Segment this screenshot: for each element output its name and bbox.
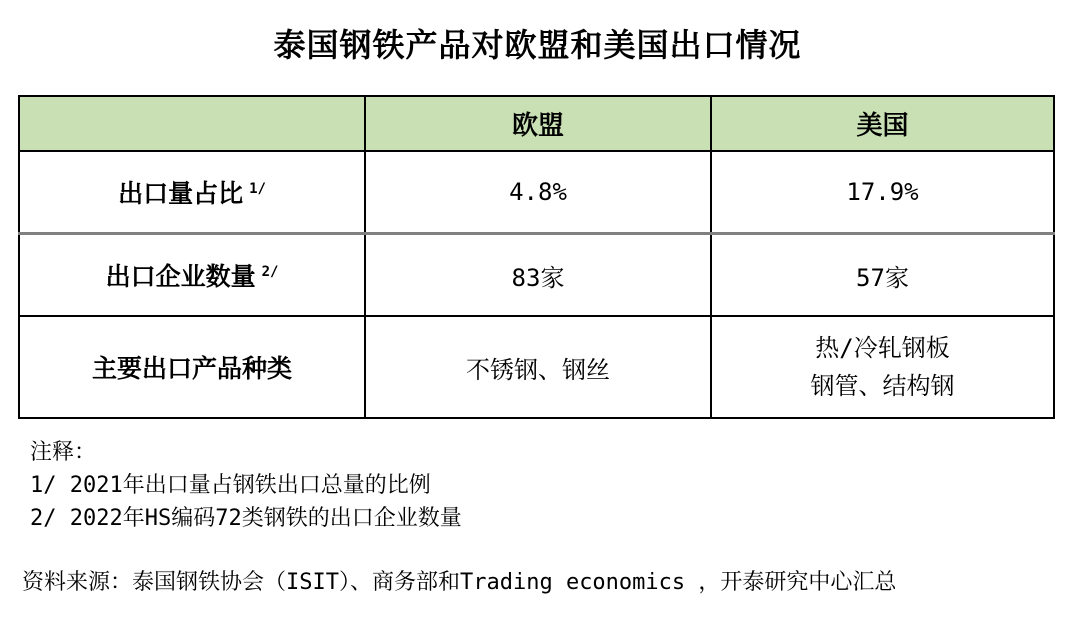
cell-main-products-us-line1: 热/冷轧钢板 bbox=[815, 334, 950, 362]
export-table bbox=[18, 95, 1055, 419]
row-label-text: 出口量占比 bbox=[118, 179, 244, 208]
table-row-exporter-count bbox=[19, 234, 1054, 317]
cell-main-products-eu: 不锈钢、钢丝 bbox=[365, 316, 711, 418]
table-row-main-products bbox=[19, 316, 1054, 418]
row-label-main-products bbox=[19, 316, 365, 418]
row-label-text: 主要出口产品种类 bbox=[91, 354, 292, 383]
row-label-export-share bbox=[19, 151, 365, 234]
cell-export-share-us: 17.9% bbox=[711, 151, 1054, 234]
notes-heading: 注释： bbox=[30, 440, 97, 465]
cell-main-products-us bbox=[711, 316, 1054, 418]
header-cell-us: 美国 bbox=[711, 96, 1054, 151]
note-item-2: 2/ 2022年HS编码72类钢铁的出口企业数量 bbox=[30, 506, 462, 531]
footnote-marker-2: 2/ bbox=[261, 263, 279, 280]
cell-main-products-us-line2: 钢管、结构钢 bbox=[810, 372, 955, 400]
page-title: 泰国钢铁产品对欧盟和美国出口情况 bbox=[273, 26, 802, 64]
notes-block bbox=[30, 436, 462, 535]
source-line: 资料来源：泰国钢铁协会（ISIT）、商务部和Trading economics ，开泰研究中心汇总 bbox=[22, 570, 897, 595]
cell-export-share-eu: 4.8% bbox=[365, 151, 711, 234]
header-cell-blank bbox=[19, 96, 365, 151]
table-row-export-share bbox=[19, 151, 1054, 234]
row-label-text: 出口企业数量 bbox=[105, 262, 256, 291]
footnote-marker-1: 1/ bbox=[249, 180, 266, 197]
cell-exporter-count-eu: 83家 bbox=[365, 234, 711, 317]
cell-exporter-count-us: 57家 bbox=[711, 234, 1054, 317]
note-item-1: 1/ 2021年出口量占钢铁出口总量的比例 bbox=[30, 473, 431, 498]
row-label-exporter-count bbox=[19, 234, 365, 317]
header-cell-eu: 欧盟 bbox=[365, 96, 711, 151]
table-header-row bbox=[19, 96, 1054, 151]
